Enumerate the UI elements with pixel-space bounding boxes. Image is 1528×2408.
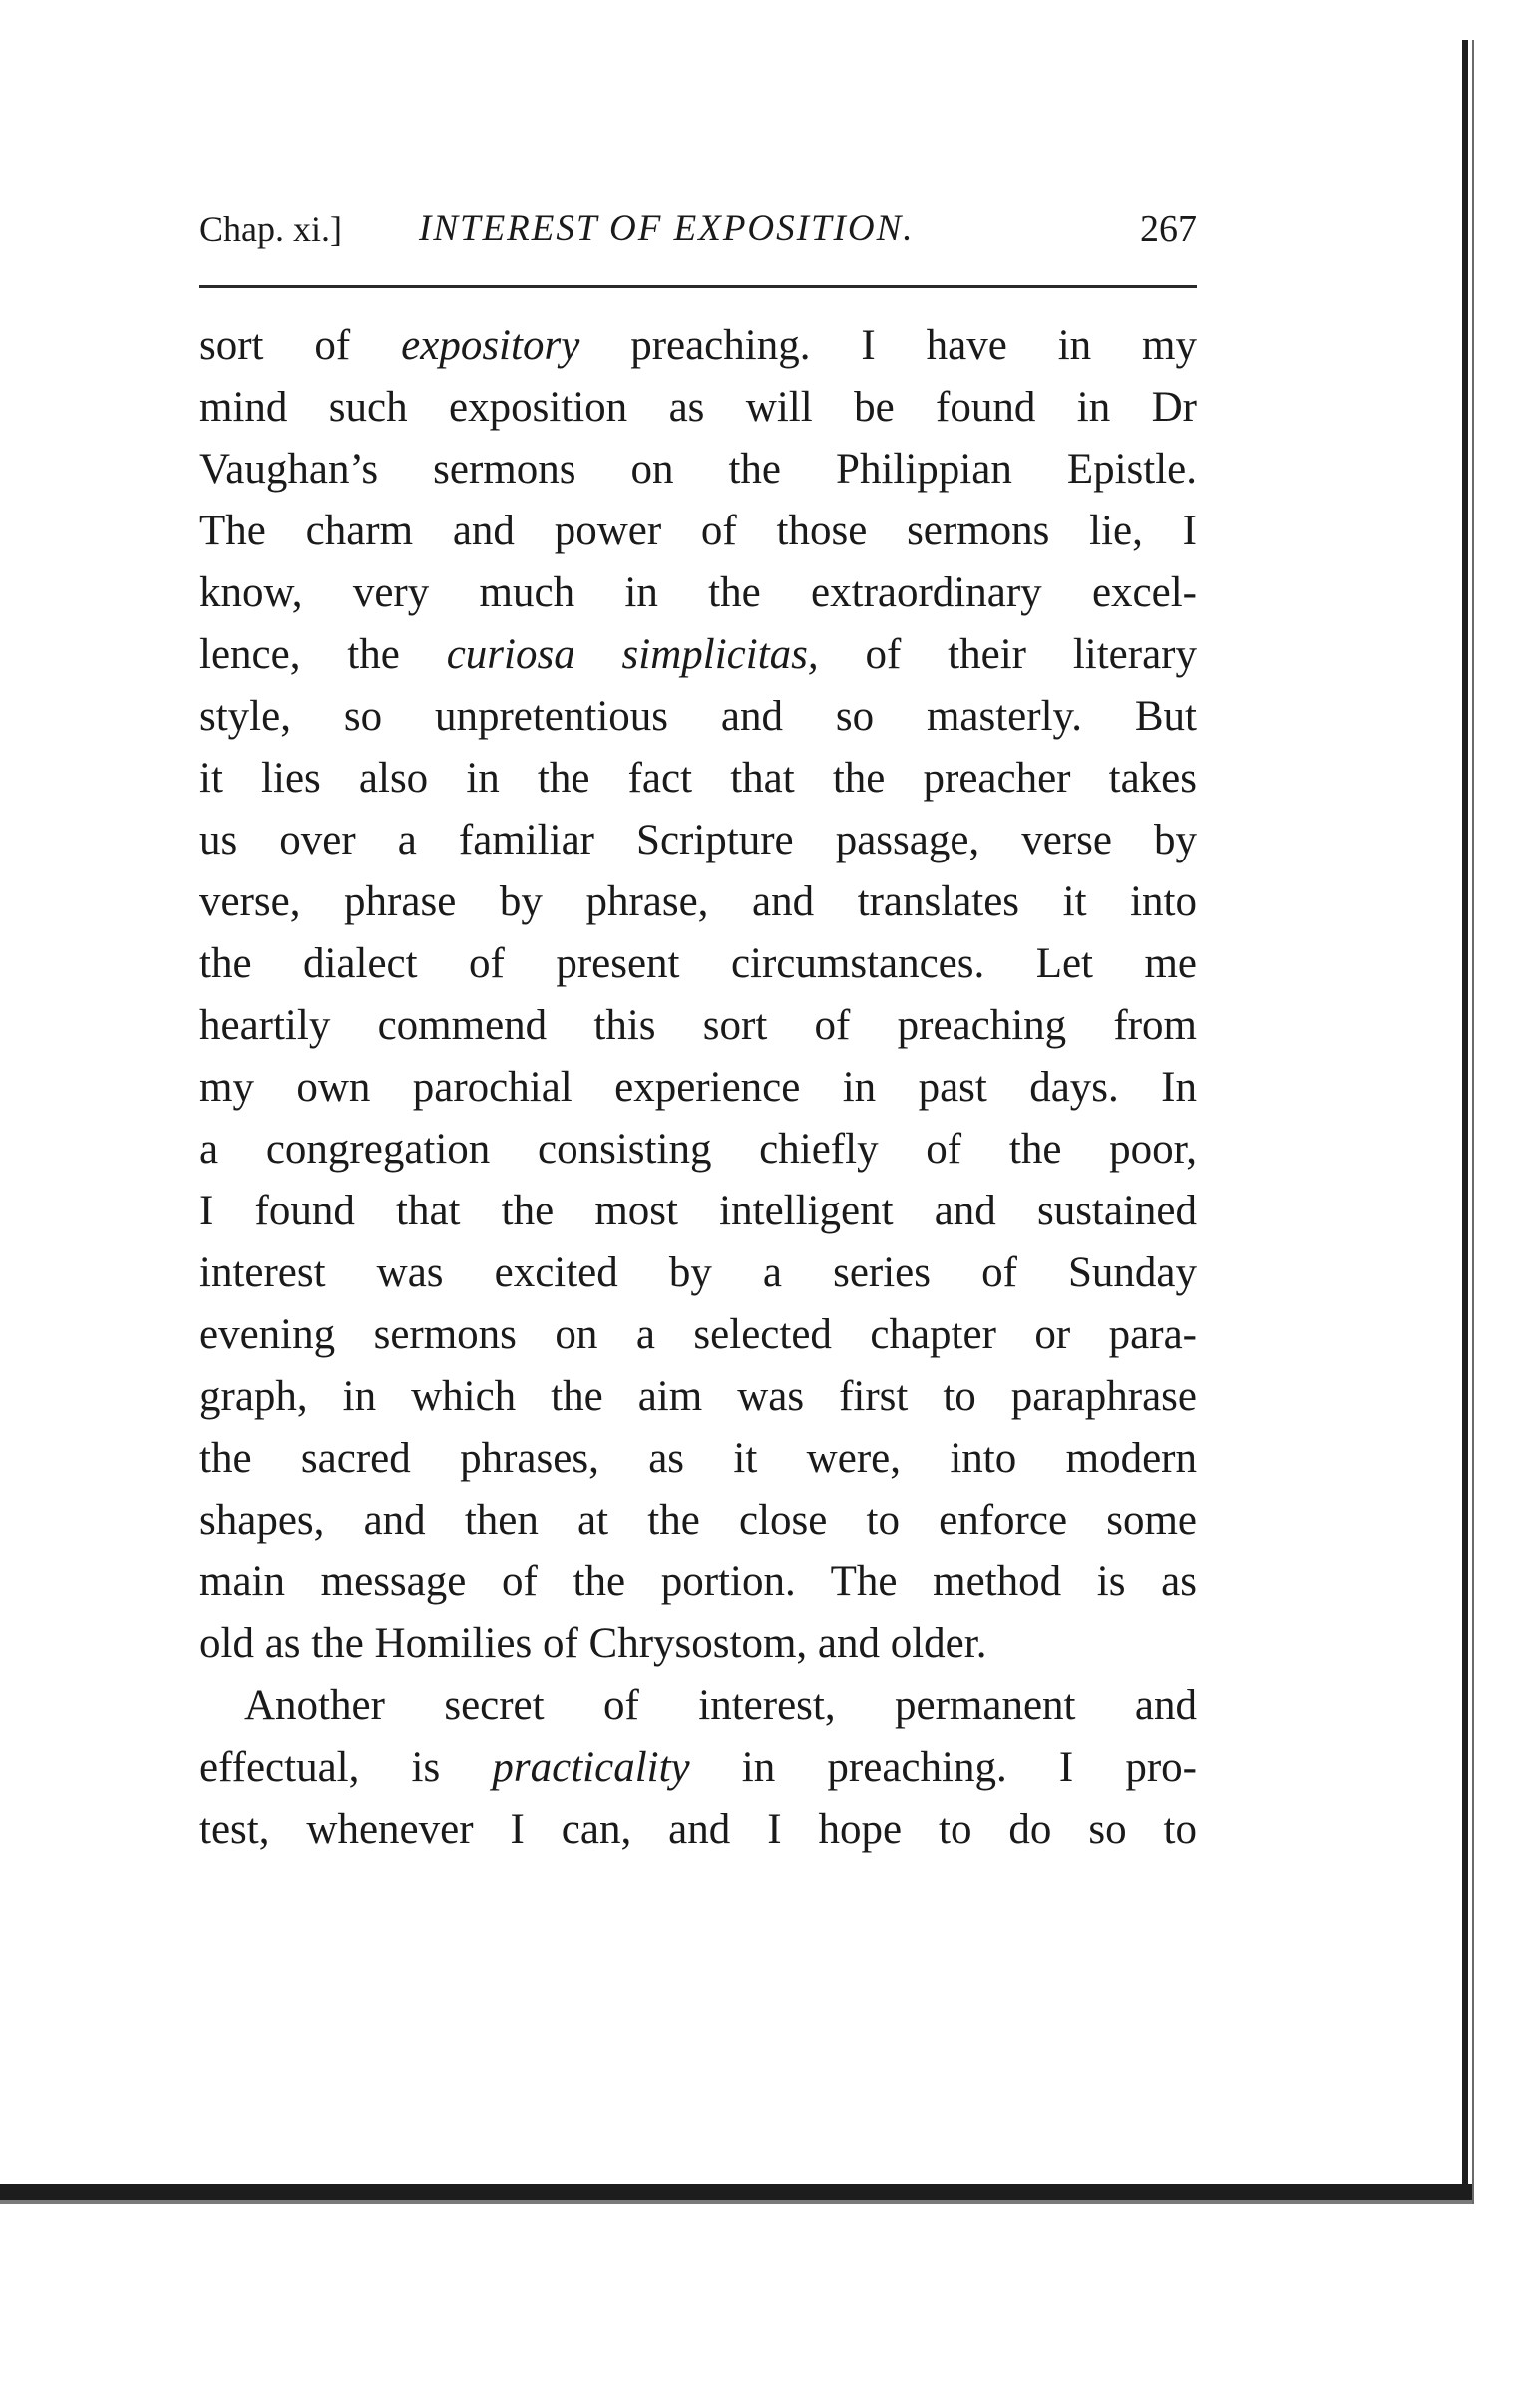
text-line [199,1613,1197,1675]
text-line [199,1490,1197,1551]
text-segment: heartily commend this sort of preaching from [199,1002,1197,1049]
header-rule [199,285,1197,288]
text-line [199,748,1197,810]
text-segment: I found that the most intelligent and sustained [199,1188,1197,1234]
text-line [199,1242,1197,1304]
text-segment: of their literary [818,631,1197,678]
text-segment: verse, phrase by phrase, and translates it into [199,878,1197,925]
chapter-marker: Chap. xi.] [199,209,342,249]
text-line [199,1737,1197,1799]
text-segment: shapes, and then at the close to enforce some [199,1497,1197,1544]
text-segment: preaching. I have in my [579,322,1198,369]
page-edge-bottom-shadow [0,2200,1472,2204]
text-line [199,377,1197,439]
text-line [199,1799,1197,1861]
text-line [199,501,1197,562]
text-line [199,686,1197,748]
text-segment: The charm and power of those sermons lie, I [199,508,1197,554]
text-line [199,1366,1197,1428]
text-segment: mind such exposition as will be found in Dr [199,384,1197,431]
body-text [199,315,1197,1861]
text-segment: main message of the portion. The method is as [199,1558,1197,1605]
text-line [199,1119,1197,1181]
text-line [199,624,1197,686]
text-segment: Vaughan’s sermons on the Philippian Epistle. [199,446,1197,493]
text-segment: lence, the [199,631,447,678]
italic-text: expository [401,322,580,369]
text-segment: the dialect of present circumstances. Let me [199,940,1197,987]
page-number: 267 [1140,208,1197,250]
text-segment: effectual, is [199,1744,493,1791]
text-segment: Another secret of interest, permanent and [244,1682,1197,1729]
text-segment: in preaching. I pro- [689,1744,1198,1791]
running-title: INTEREST OF EXPOSITION. [419,208,915,249]
text-line [199,439,1197,501]
page-edge-right [1462,40,1468,2204]
text-segment: old as the Homilies of Chrysostom, and older. [199,1620,987,1667]
text-line [199,933,1197,995]
text-line [199,871,1197,933]
text-segment: test, whenever I can, and I hope to do so to [199,1806,1197,1853]
text-segment: a congregation consisting chiefly of the poor, [199,1126,1197,1173]
text-segment: evening sermons on a selected chapter or para- [199,1311,1197,1358]
text-segment: it lies also in the fact that the preacher takes [199,755,1197,802]
text-line [199,1304,1197,1366]
page-edge-right-shadow [1472,40,1474,2204]
text-segment: style, so unpretentious and so masterly. But [199,693,1197,740]
text-line [199,1551,1197,1613]
text-line [199,1181,1197,1242]
italic-text: practicality [492,1744,690,1791]
text-segment: the sacred phrases, as it were, into modern [199,1435,1197,1482]
italic-text: curiosa simplicitas, [446,631,819,678]
running-header [199,199,1197,259]
text-segment: sort of [199,322,402,369]
text-segment: know, very much in the extraordinary excel- [199,569,1197,616]
text-segment: my own parochial experience in past days. In [199,1064,1197,1111]
text-segment: us over a familiar Scripture passage, verse by [199,817,1197,863]
text-line [199,1675,1197,1737]
text-line [199,562,1197,624]
text-line [199,315,1197,377]
page-edge-bottom [0,2184,1472,2200]
text-line [199,995,1197,1057]
text-line [199,1428,1197,1490]
text-segment: interest was excited by a series of Sunday [199,1249,1197,1296]
text-line [199,810,1197,871]
text-line [199,1057,1197,1119]
text-segment: graph, in which the aim was first to paraphrase [199,1373,1197,1420]
